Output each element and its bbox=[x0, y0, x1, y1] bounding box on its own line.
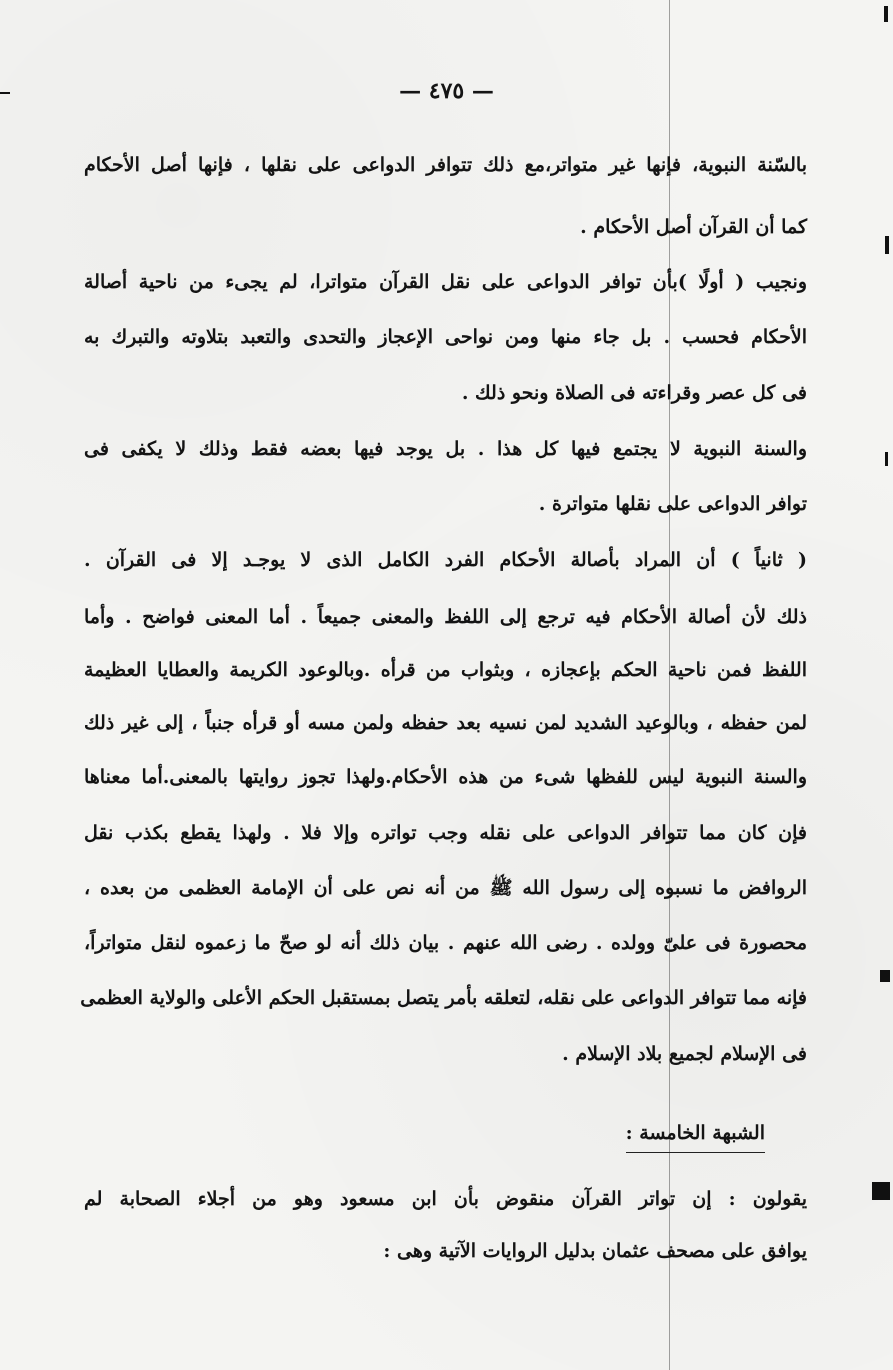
right-edge-mark-3 bbox=[880, 970, 890, 982]
text-line-16: فإنه مما تتوافر الدواعى على نقله، لتعلقه بأمر يتصل بمستقبل الحكم الأعلى والولاية العظمى bbox=[80, 987, 807, 1009]
text-line-6: والسنة النبوية لا يجتمع فيها كل هذا . بل يوجد فيها بعضه فقط وذلك لا يكفى فى bbox=[84, 438, 807, 460]
text-line-13: فإن كان مما تتوافر الدواعى على نقله وجب تواتره وإلا فلا . ولهذا يقطع بكذب نقل bbox=[84, 822, 807, 844]
text-line-15: محصورة فى علىّ وولده . رضى الله عنهم . بيان ذلك أنه لو صحّ ما زعموه لنقل متواتراً، bbox=[84, 932, 807, 954]
right-edge-mark-top bbox=[884, 6, 888, 22]
text-line-8: ( ثانياً ) أن المراد بأصالة الأحكام الفرد الكامل الذى لا يوجـد إلا فى القرآن . bbox=[84, 549, 807, 571]
text-line-9: ذلك لأن أصالة الأحكام فيه ترجع إلى اللفظ والمعنى جميعاً . أما المعنى فواضح . وأما bbox=[84, 606, 807, 628]
text-line-2: كما أن القرآن أصل الأحكام . bbox=[580, 216, 807, 238]
text-line-4: الأحكام فحسب . بل جاء منها ومن نواحى الإعجاز والتحدى والتعبد بتلاوته والتبرك به bbox=[84, 326, 807, 348]
section-text-line-2: يوافق على مصحف عثمان بدليل الروايات الآتية وهى : bbox=[383, 1240, 807, 1262]
section-heading: الشبهة الخامسة : bbox=[626, 1118, 765, 1153]
section-text-line-1: يقولون : إن تواتر القرآن منقوض بأن ابن مسعود وهو من أجلاء الصحابة لم bbox=[84, 1188, 807, 1210]
right-edge-mark-2 bbox=[885, 452, 888, 466]
right-edge-mark-1 bbox=[885, 236, 889, 254]
text-line-7: توافر الدواعى على نقلها متواترة . bbox=[538, 493, 807, 515]
text-line-17: فى الإسلام لجميع بلاد الإسلام . bbox=[562, 1043, 807, 1065]
right-edge-mark-4 bbox=[872, 1182, 890, 1200]
text-line-12: والسنة النبوية ليس للفظها شىء من هذه الأحكام.ولهذا تجوز روايتها بالمعنى.أما معناها bbox=[84, 766, 807, 788]
text-line-5: فى كل عصر وقراءته فى الصلاة ونحو ذلك . bbox=[461, 382, 807, 404]
page-number: — ٤٧٥ — bbox=[399, 78, 494, 104]
page-fold-line bbox=[669, 0, 670, 1370]
text-line-11: لمن حفظه ، وبالوعيد الشديد لمن نسيه بعد حفظه ولمن مسه أو قرأه جنباً ، إلى غير ذلك bbox=[84, 712, 807, 734]
text-line-10: اللفظ فمن ناحية الحكم بإعجازه ، وبثواب من قرأه .وبالوعود الكريمة والعطايا العظيمة bbox=[84, 659, 807, 681]
text-line-3: ونجيب ( أولًا )بأن توافر الدواعى على نقل القرآن متواترا، لم يجىء من ناحية أصالة bbox=[84, 271, 807, 293]
text-line-1: بالسّنة النبوية، فإنها غير متواتر،مع ذلك تتوافر الدواعى على نقلها ، فإنها أصل الأحكام bbox=[84, 154, 807, 176]
text-line-14: الروافض ما نسبوه إلى رسول الله ﷺ من أنه نص على أن الإمامة العظمى من بعده ، bbox=[84, 877, 807, 899]
